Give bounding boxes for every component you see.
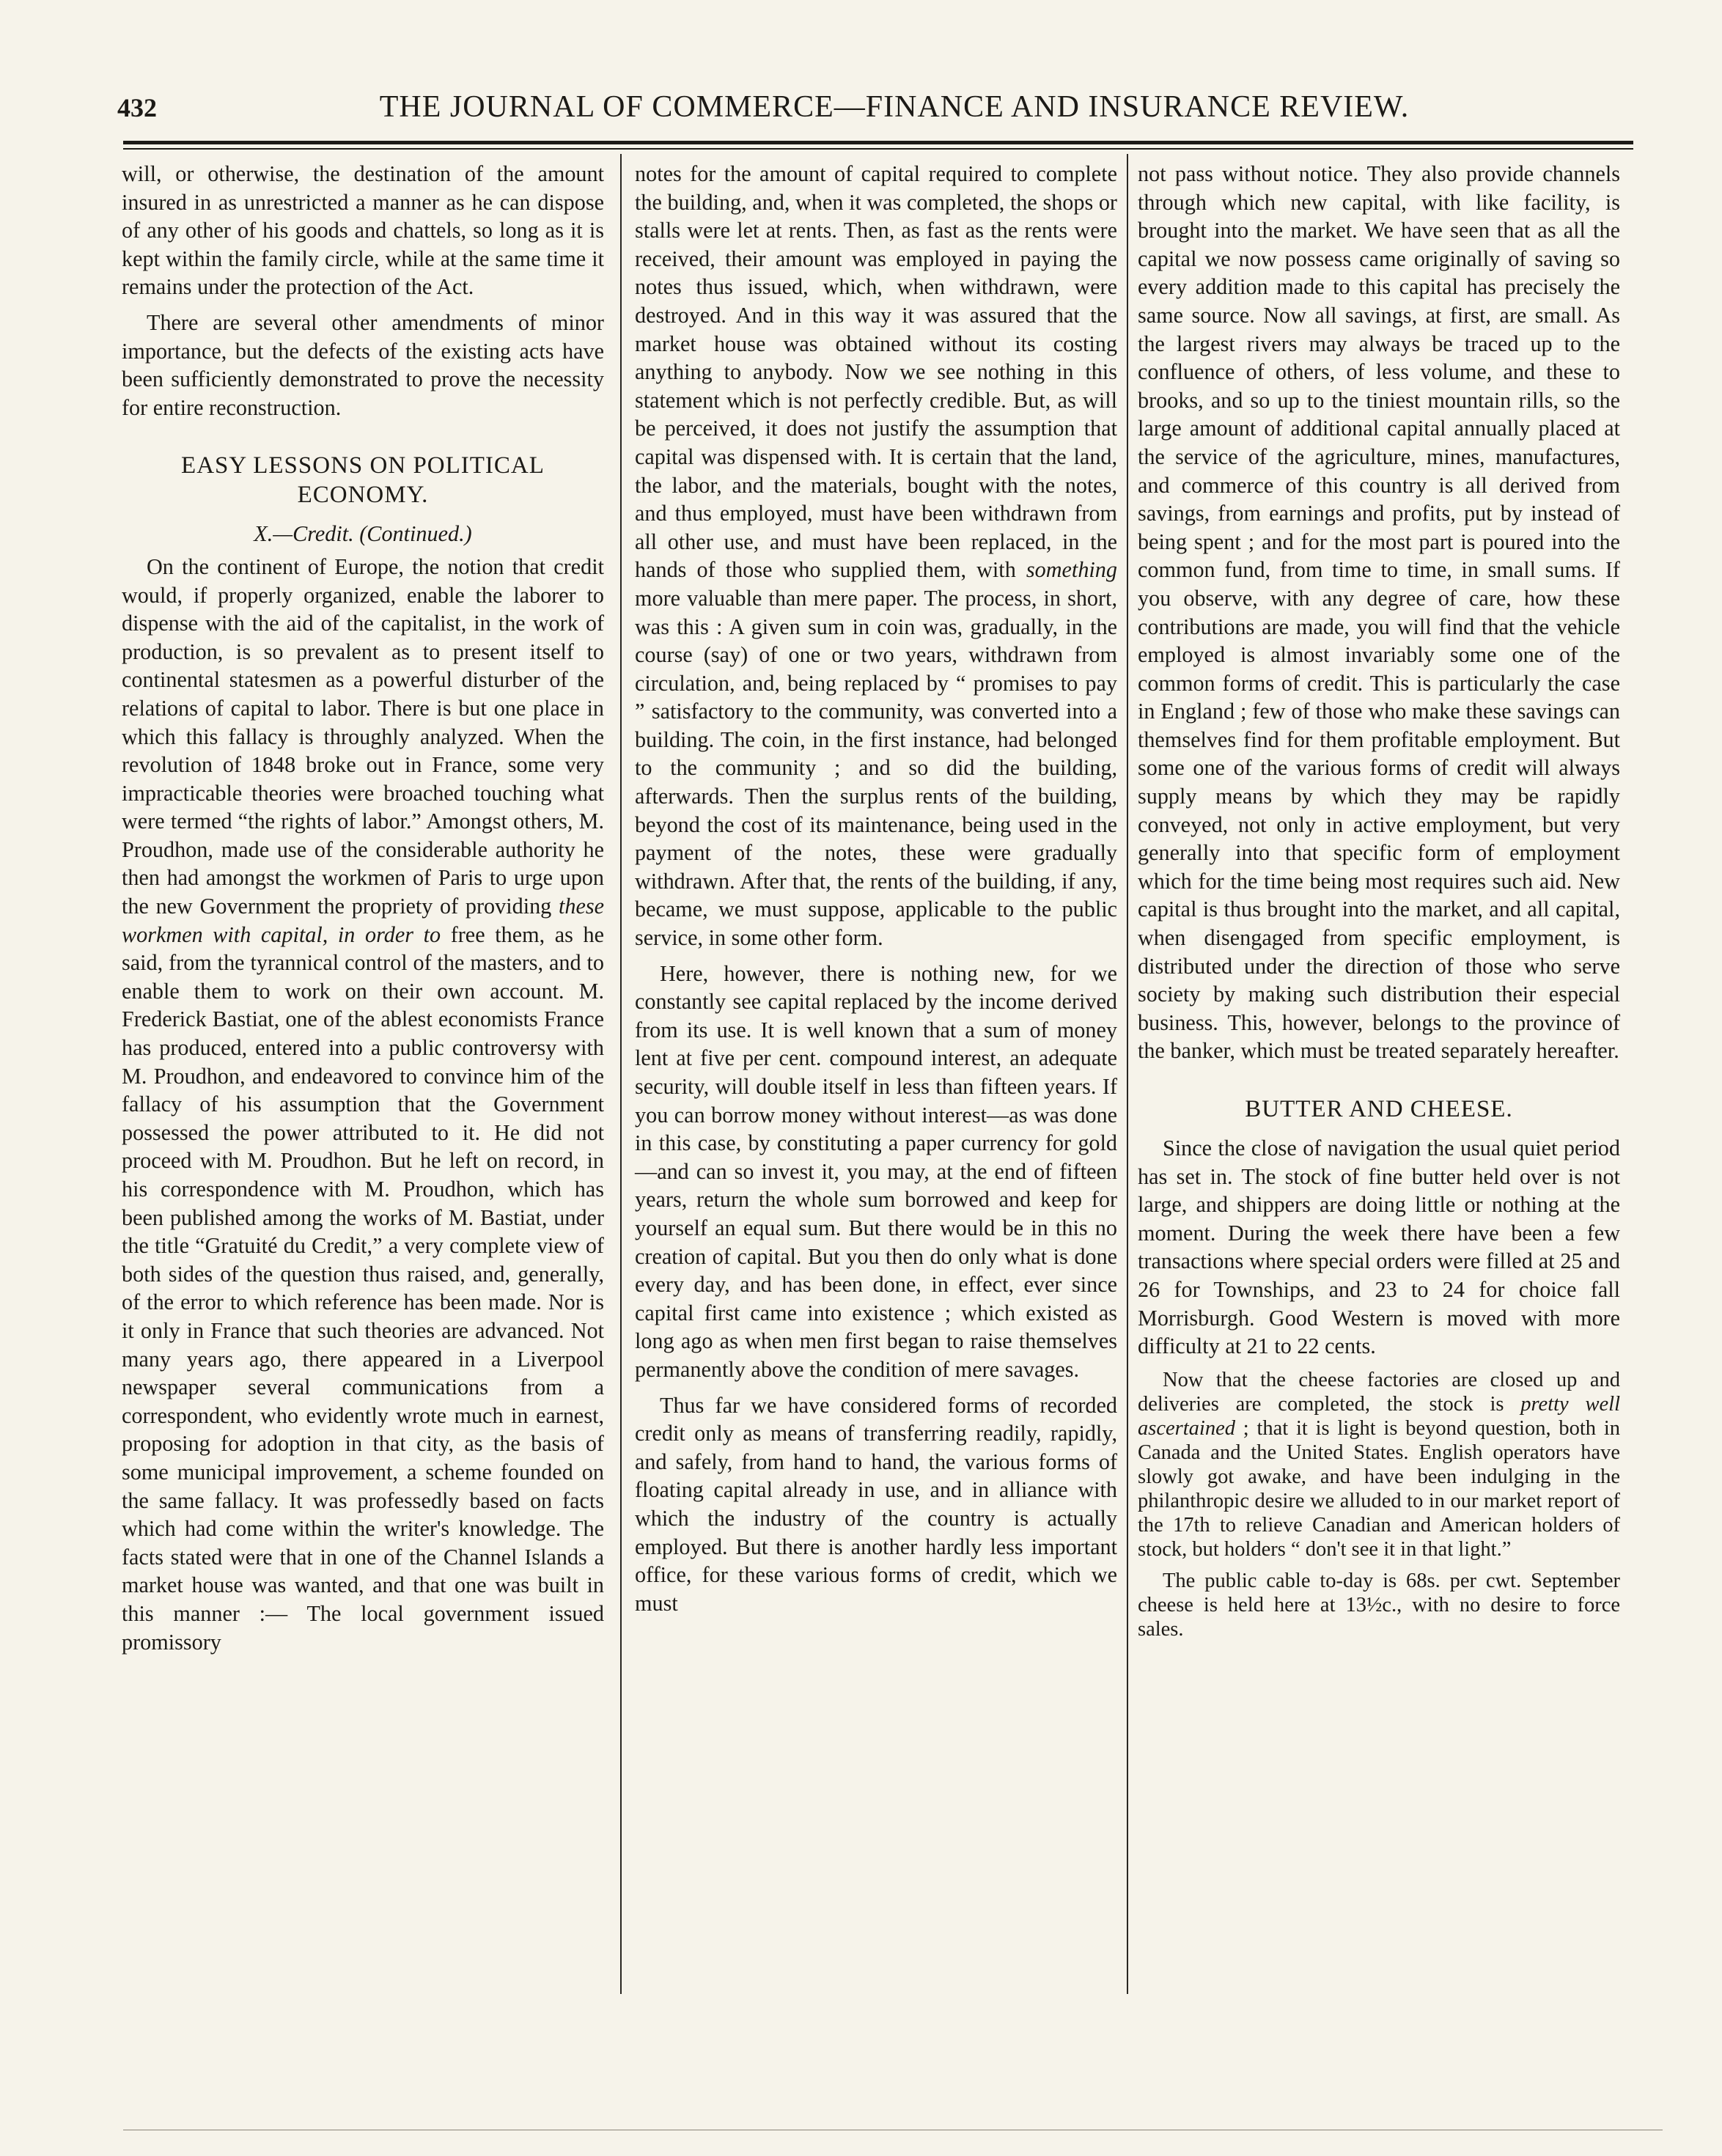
header-rule-thin bbox=[123, 148, 1633, 150]
butter-paragraph: Since the close of navigation the usual quiet period has set in. The stock of fine butter held over is not large, and shippers are doing little or nothing at the moment. During the week there have been a few transactions where special orders were filled at 25 and 26 for Townships, and 23 to 24 for choice fall Morrisburgh. Good Western is moved with more difficulty at 21 to 22 cents. bbox=[1138, 1136, 1620, 1359]
text-run: On the continent of Europe, the notion that credit would, if properly organized, enable the laborer to dispense with the aid of the capitalist, in the work of production, is so prevalent as to present itself to continental statesmen as a powerful disturber of the relations of capital to labor. There is but one place in which this fallacy is throughly analyzed. When the revolution of 1848 broke out in France, some very impracticable theories were broached touching what were termed “the rights of labor.” Amongst others, M. Proudhon, made use of the considerable authority he then had amongst the workmen of Paris to urge upon the new Government the propriety of providing bbox=[122, 553, 604, 919]
credit-continuation-paragraph bbox=[635, 160, 1117, 952]
credit-paragraph: Thus far we have considered forms of recorded credit only as means of transferring readily, rapidly, and safely, from hand to hand, the various forms of floating capital already in use, and in alliance with which the industry of the country is actually employed. But there is another hardly less important office, for these various forms of credit, which we must bbox=[635, 1392, 1117, 1616]
text-run: notes for the amount of capital required to complete the building, and, when it was completed, the shops or stalls were let at rents. Then, as fast as the rents were received, their amount was employed in paying the notes thus issued, which, when withdrawn, were destroyed. And in this way it was assured that the market house was obtained without its costing anything to anybody. Now we see nothing in this statement which is not perfectly credible. But, as will be perceived, it does not justify the assumption that capital was dispensed with. It is certain that the land, the labor, and the materials, bought with the notes, and thus employed, must have been withdrawn from all other use, and must have been replaced, in the hands of those who supplied them, with bbox=[635, 161, 1117, 583]
cable-paragraph: The public cable to-day is 68s. per cwt. September cheese is held here at 13½c., with no desire to force sales. bbox=[1138, 1569, 1620, 1641]
running-title: THE JOURNAL OF COMMERCE—FINANCE AND INSURANCE REVIEW. bbox=[379, 90, 1410, 124]
column-1 bbox=[122, 160, 604, 1656]
article-continuation-paragraph: will, or otherwise, the destination of the amount insured in as unrestricted a manner as he can dispose of any other of his goods and chattels, so long as it is kept within the family circle, while at the same time it remains under the protection of the Act. bbox=[122, 161, 604, 300]
text-run: more valuable than mere paper. The process, in short, was this : A given sum in coin was, gradually, in the course (say) of one or two years, withdrawn from circulation, and, being replaced by “ promises to pay ” satisfactory to the community, was converted into a building. The coin, in the first instance, had belonged to the community ; and so did the building, afterwards. Then the surplus rents of the building, beyond the cost of its maintenance, being used in the payment of the notes, these were gradually withdrawn. After that, the rents of the building, if any, became, we must suppose, applicable to the public service, in some other form. bbox=[635, 585, 1117, 951]
column-2 bbox=[635, 160, 1117, 1617]
credit-paragraph: Here, however, there is nothing new, for we constantly see capital replaced by the income derived from its use. It is well known that a sum of money lent at five per cent. compound interest, an adequate security, will double itself in less than fifteen years. If you can borrow money without interest—as was done in this case, by constituting a paper currency for gold—and can so invest it, you may, at the end of fifteen years, return the whole sum borrowed and keep for yourself an equal sum. But there would be in this no creation of capital. But you then do only what is done every day, and has been done, in effect, ever since capital first came into existence ; which existed as long ago as when men first began to raise themselves permanently above the condition of mere savages. bbox=[635, 960, 1117, 1382]
italic-text-run: these workmen with capital, in order to bbox=[122, 894, 604, 947]
page-header bbox=[110, 87, 1679, 138]
credit-paragraph bbox=[122, 553, 604, 1656]
credit-continuation-paragraph: not pass without notice. They also provide channels through which new capital, with like facility, is brought into the market. We have seen that as all the capital we now possess came originally of saving so every addition made to this capital has precisely the same source. Now all savings, at first, are small. As the largest rivers may always be traced up to the confluence of others, of less volume, and these to brooks, and so up to the tiniest mountain rills, so the large amount of additional capital annually placed at the service of the agriculture, mines, manufactures, and commerce of this country is all derived from savings, from earnings and profits, put by instead of being spent ; and for the most part is poured into the common fund, from time to time, in small sums. If you observe, with any degree of care, how these contributions are made, you will find that the vehicle employed is almost invariably some one of the common forms of credit. This is particularly the case in England ; few of those who make these savings can themselves find for them profitable employment. But some one of the various forms of credit will always supply means by which they may be rapidly conveyed, not only in active employment, but very generally into that specific form of employment which for the time being most requires such aid. New capital is thus brought into the market, and all capital, when disengaged from specific employment, is distributed under the direction of those who serve society by making such distribution their especial business. This, however, belongs to the province of the banker, which must be treated separately hereafter. bbox=[1138, 161, 1620, 1064]
section-heading-political-economy: EASY LESSONS ON POLITICAL ECONOMY. bbox=[181, 452, 545, 509]
italic-text-run: something bbox=[1026, 557, 1117, 583]
subheading-continued: (Continued.) bbox=[359, 521, 472, 547]
column-divider bbox=[620, 154, 622, 1994]
text-run: ; that it is light is beyond question, both in Canada and the United States. English operators have slowly got awake, and have been indulging in the philanthropic desire we alluded to in our market report of the 17th to relieve Canadian and American holders of stock, but holders “ don't see it in that light.” bbox=[1138, 1416, 1620, 1561]
text-run: free them, as he said, from the tyrannical control of the masters, and to enable them to work on their own account. M. Frederick Bastiat, one of the ablest economists France has produced, entered into a public controversy with M. Proudhon, and endeavored to convince him of the fallacy of his assumption that the Government possessed the power attributed to it. He did not proceed with M. Proudhon. But he left on record, in his correspondence with M. Proudhon, which has been published among the works of M. Bastiat, under the title “Gratuité du Credit,” a very complete view of both sides of the question thus raised, and, generally, of the error to which reference has been made. Nor is it only in France that such theories are advanced. Not many years ago, there appeared in a Liverpool newspaper several communications from a correspondent, who evidently wrote much in earnest, proposing for adoption in that city, as the basis of some municipal improvement, a scheme founded on the same fallacy. It was professedly based on facts which had come within the writer's knowledge. The facts stated were that in one of the Channel Islands a market house was wanted, and that one was built in this manner :— The local government issued promissory bbox=[122, 921, 604, 1655]
column-3 bbox=[1138, 160, 1620, 1641]
text-run: Now that the cheese factories are closed up and deliveries are completed, the stock is bbox=[1138, 1368, 1620, 1416]
page-number: 432 bbox=[117, 93, 157, 122]
cheese-paragraph bbox=[1138, 1368, 1620, 1561]
section-heading-butter-cheese: BUTTER AND CHEESE. bbox=[1245, 1096, 1513, 1122]
italic-text-run: pretty well ascertained bbox=[1138, 1392, 1620, 1440]
subheading-title: X.—Credit. bbox=[254, 521, 354, 547]
header-rule-thick bbox=[123, 141, 1633, 144]
article-subheading bbox=[122, 520, 604, 548]
article-closing-paragraph: There are several other amendments of minor importance, but the defects of the existing acts have been sufficiently demonstrated to prove the necessity for entire reconstruction. bbox=[122, 309, 604, 420]
column-divider bbox=[1127, 154, 1128, 1994]
